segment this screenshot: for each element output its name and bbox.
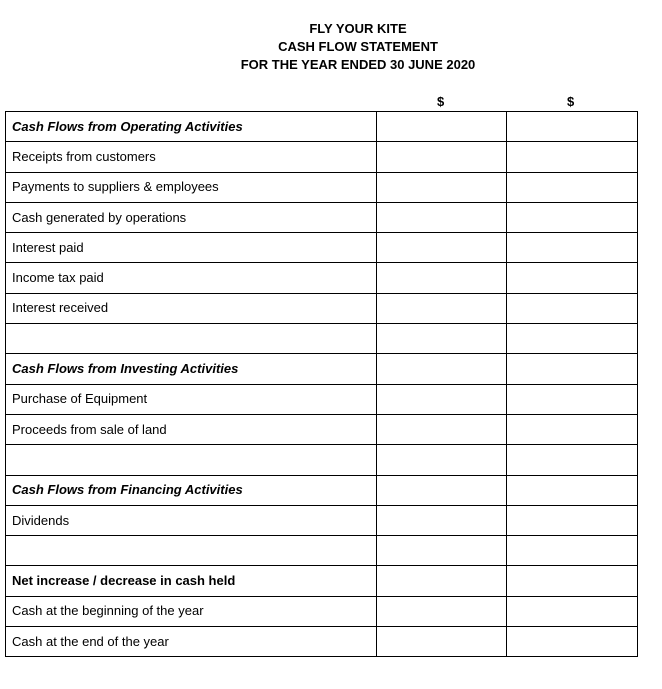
row-label: Interest received <box>6 293 377 323</box>
company-name: FLY YOUR KITE <box>309 21 407 36</box>
amount-cell-2[interactable] <box>507 172 638 202</box>
amount-cell-2[interactable] <box>507 293 638 323</box>
table-row <box>6 142 638 172</box>
blank-row <box>6 536 638 566</box>
currency-header-1: $ <box>437 94 445 109</box>
amount-cell-2[interactable] <box>507 445 638 475</box>
statement-title: CASH FLOW STATEMENT <box>278 39 438 54</box>
cash-flow-table <box>5 111 638 657</box>
row-label: Proceeds from sale of land <box>6 414 377 444</box>
cash-flow-table-body <box>6 112 638 657</box>
table-row <box>6 263 638 293</box>
table-row <box>6 596 638 626</box>
row-label: Income tax paid <box>6 263 377 293</box>
amount-cell-1[interactable] <box>377 627 507 657</box>
amount-cell-2[interactable] <box>507 263 638 293</box>
amount-cell-1[interactable] <box>377 202 507 232</box>
table-row <box>6 627 638 657</box>
currency-header-2: $ <box>567 94 575 109</box>
amount-cell-2[interactable] <box>507 202 638 232</box>
amount-cell-1[interactable] <box>377 475 507 505</box>
amount-cell-1[interactable] <box>377 536 507 566</box>
section-header-row <box>6 112 638 142</box>
row-label: Dividends <box>6 505 377 535</box>
row-label: Cash Flows from Investing Activities <box>6 354 377 384</box>
blank-row <box>6 445 638 475</box>
table-row <box>6 172 638 202</box>
row-label <box>6 324 377 354</box>
amount-cell-1[interactable] <box>377 293 507 323</box>
table-row <box>6 293 638 323</box>
amount-cell-2[interactable] <box>507 233 638 263</box>
row-label <box>6 445 377 475</box>
row-label: Cash at the end of the year <box>6 627 377 657</box>
amount-cell-2[interactable] <box>507 505 638 535</box>
amount-cell-1[interactable] <box>377 505 507 535</box>
row-label: Cash Flows from Financing Activities <box>6 475 377 505</box>
amount-cell-1[interactable] <box>377 263 507 293</box>
amount-cell-2[interactable] <box>507 142 638 172</box>
table-row <box>6 233 638 263</box>
amount-cell-1[interactable] <box>377 354 507 384</box>
row-label: Interest paid <box>6 233 377 263</box>
table-row <box>6 414 638 444</box>
table-row <box>6 384 638 414</box>
row-label: Cash at the beginning of the year <box>6 596 377 626</box>
amount-cell-2[interactable] <box>507 414 638 444</box>
table-row <box>6 566 638 596</box>
row-label: Net increase / decrease in cash held <box>6 566 377 596</box>
amount-cell-2[interactable] <box>507 324 638 354</box>
amount-cell-1[interactable] <box>377 142 507 172</box>
amount-cell-2[interactable] <box>507 112 638 142</box>
amount-cell-1[interactable] <box>377 112 507 142</box>
table-row <box>6 505 638 535</box>
amount-cell-1[interactable] <box>377 566 507 596</box>
amount-cell-1[interactable] <box>377 384 507 414</box>
section-header-row <box>6 354 638 384</box>
row-label: Cash generated by operations <box>6 202 377 232</box>
amount-cell-1[interactable] <box>377 172 507 202</box>
statement-period: FOR THE YEAR ENDED 30 JUNE 2020 <box>240 57 476 72</box>
row-label: Cash Flows from Operating Activities <box>6 112 377 142</box>
amount-cell-2[interactable] <box>507 354 638 384</box>
row-label <box>6 536 377 566</box>
amount-cell-1[interactable] <box>377 596 507 626</box>
amount-cell-2[interactable] <box>507 536 638 566</box>
section-header-row <box>6 475 638 505</box>
amount-cell-1[interactable] <box>377 324 507 354</box>
table-row <box>6 202 638 232</box>
row-label: Purchase of Equipment <box>6 384 377 414</box>
amount-cell-1[interactable] <box>377 233 507 263</box>
blank-row <box>6 324 638 354</box>
amount-cell-2[interactable] <box>507 384 638 414</box>
row-label: Payments to suppliers & employees <box>6 172 377 202</box>
row-label: Receipts from customers <box>6 142 377 172</box>
amount-cell-1[interactable] <box>377 445 507 475</box>
amount-cell-1[interactable] <box>377 414 507 444</box>
amount-cell-2[interactable] <box>507 627 638 657</box>
amount-cell-2[interactable] <box>507 596 638 626</box>
amount-cell-2[interactable] <box>507 566 638 596</box>
amount-cell-2[interactable] <box>507 475 638 505</box>
statement-heading <box>240 20 476 74</box>
